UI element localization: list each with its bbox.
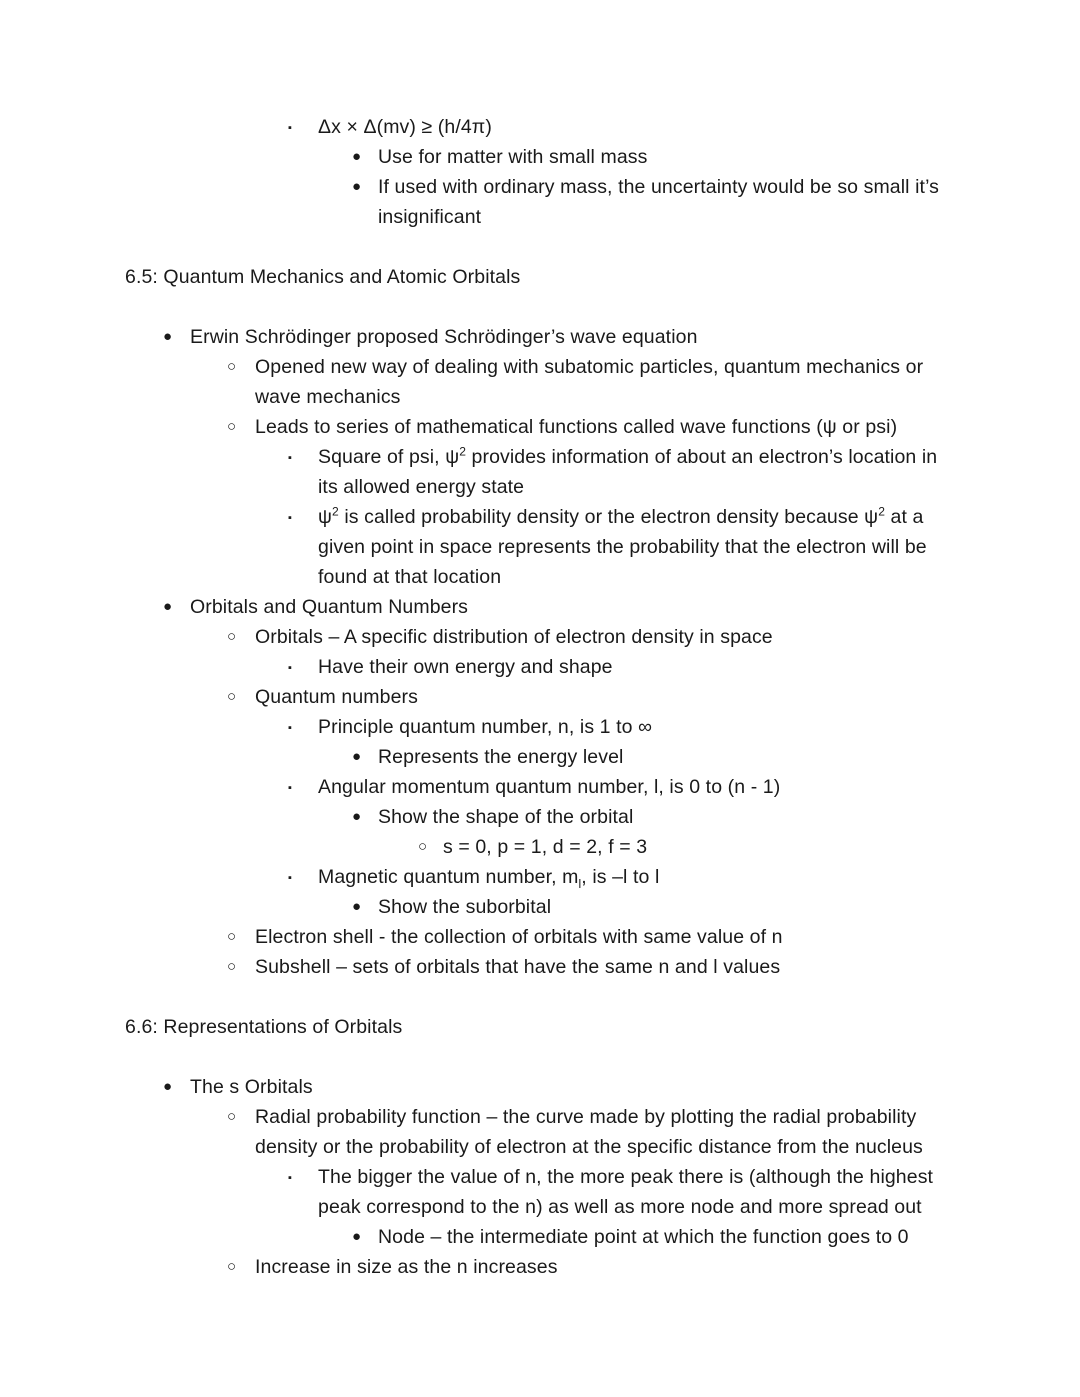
list-item [227, 1252, 952, 1282]
square-bullet-icon: ▪ [288, 1172, 292, 1184]
disc-bullet-icon: ● [352, 148, 362, 165]
disc-bullet-icon: ● [352, 898, 362, 915]
magnetic-subscript-l: l [578, 876, 582, 891]
disc-bullet-icon: ● [352, 808, 362, 825]
increase-in-size: Increase in size as the n increases [255, 1256, 558, 1278]
square-bullet-icon: ▪ [288, 782, 292, 794]
list-item [227, 682, 952, 712]
magnetic-pre: Magnetic quantum number, m [318, 866, 579, 888]
magnetic-suborbital: Show the suborbital [378, 896, 552, 918]
radial-probability-function: Radial probability function – the curve made by plotting the radial probability density or the probability of electron at the specific distance from the nucleus [255, 1106, 923, 1158]
circle-bullet-icon: ○ [418, 838, 428, 855]
list-item [163, 592, 952, 622]
uncertainty-small-mass: Use for matter with small mass [378, 146, 648, 168]
list-item [352, 742, 952, 772]
list-item [288, 862, 952, 892]
psi-density-a: is called probability density or the electron density because ψ [338, 506, 879, 528]
disc-bullet-icon: ● [163, 598, 173, 615]
square-bullet-icon: ▪ [288, 122, 292, 134]
square-of-psi-pre: Square of psi, ψ [318, 446, 460, 468]
list-item [288, 1162, 952, 1222]
list-item [227, 1102, 952, 1162]
circle-bullet-icon: ○ [227, 358, 237, 375]
list-item [227, 412, 952, 442]
circle-bullet-icon: ○ [227, 628, 237, 645]
list-item [352, 892, 952, 922]
principle-quantum-number: Principle quantum number, n, is 1 to ∞ [318, 716, 653, 738]
psi-exponent: 2 [459, 444, 467, 459]
square-of-psi-post: provides information of about an electron’s location in its allowed energy state [318, 446, 938, 498]
list-item [288, 772, 952, 802]
electron-shell: Electron shell - the collection of orbitals with same value of n [255, 926, 783, 948]
list-item [288, 652, 952, 682]
disc-bullet-icon: ● [163, 1078, 173, 1095]
section-heading-6-5: 6.5: Quantum Mechanics and Atomic Orbitals [125, 266, 521, 288]
list-item [352, 1222, 952, 1252]
disc-bullet-icon: ● [352, 1228, 362, 1245]
list-item [227, 922, 952, 952]
square-of-psi [318, 442, 952, 502]
subshell: Subshell – sets of orbitals that have the same n and l values [255, 956, 781, 978]
orbital-letter-values: s = 0, p = 1, d = 2, f = 3 [443, 836, 648, 858]
disc-bullet-icon: ● [352, 178, 362, 195]
psi-density-b: at a given point in space represents the probability that the electron will be found at that location [318, 506, 927, 588]
uncertainty-formula: Δx × Δ(mv) ≥ (h/4π) [318, 116, 492, 138]
list-item [352, 802, 952, 832]
psi-exponent: 2 [332, 504, 339, 519]
square-bullet-icon: ▪ [288, 722, 292, 734]
principle-energy-level: Represents the energy level [378, 746, 624, 768]
square-bullet-icon: ▪ [288, 512, 292, 524]
square-bullet-icon: ▪ [288, 872, 292, 884]
circle-bullet-icon: ○ [227, 928, 237, 945]
section-heading-6-6: 6.6: Representations of Orbitals [125, 1016, 403, 1038]
list-item [227, 622, 952, 652]
magnetic-quantum-number [318, 862, 952, 892]
square-bullet-icon: ▪ [288, 662, 292, 674]
square-bullet-icon: ▪ [288, 452, 292, 464]
list-item [288, 502, 952, 592]
uncertainty-ordinary-mass: If used with ordinary mass, the uncertainty would be so small it’s insignificant [378, 176, 939, 228]
list-item [352, 172, 952, 232]
list-item [288, 442, 952, 502]
list-item [163, 322, 952, 352]
list-item [163, 1072, 952, 1102]
list-item [227, 352, 952, 412]
node-definition: Node – the intermediate point at which the function goes to 0 [378, 1226, 909, 1248]
schrodinger-title: Erwin Schrödinger proposed Schrödinger’s wave equation [190, 326, 698, 348]
circle-bullet-icon: ○ [227, 418, 237, 435]
list-item [227, 952, 952, 982]
orbitals-definition: Orbitals – A specific distribution of electron density in space [255, 626, 773, 648]
circle-bullet-icon: ○ [227, 1108, 237, 1125]
orbitals-energy-shape: Have their own energy and shape [318, 656, 613, 678]
circle-bullet-icon: ○ [227, 688, 237, 705]
circle-bullet-icon: ○ [227, 1258, 237, 1275]
list-item [352, 142, 952, 172]
circle-bullet-icon: ○ [227, 958, 237, 975]
disc-bullet-icon: ● [352, 748, 362, 765]
psi-probability-density: $\psi^2$ is called probability density or the electron density because $\psi^2$ at a given point in space represents the probability that the electron will be found at that location [318, 504, 927, 588]
bigger-value-of-n: The bigger the value of n, the more peak there is (although the highest peak correspond to the n) as well as more node and more spread out [318, 1166, 934, 1218]
orbitals-quantum-numbers-title: Orbitals and Quantum Numbers [190, 596, 469, 618]
quantum-numbers-label: Quantum numbers [255, 686, 418, 708]
angular-shape-of-orbital: Show the shape of the orbital [378, 806, 634, 828]
schrodinger-wave-functions: Leads to series of mathematical functions called wave functions (ψ or psi) [255, 416, 898, 438]
list-item [288, 112, 952, 142]
list-item [418, 832, 952, 862]
angular-momentum-quantum-number: Angular momentum quantum number, l, is 0 to (n - 1) [318, 776, 781, 798]
schrodinger-opened: Opened new way of dealing with subatomic particles, quantum mechanics or wave mechanics [255, 356, 924, 408]
magnetic-post: , is –l to l [581, 866, 660, 888]
psi-exponent: 2 [878, 504, 886, 519]
s-orbitals-title: The s Orbitals [190, 1076, 313, 1098]
disc-bullet-icon: ● [163, 328, 173, 345]
list-item [288, 712, 952, 742]
